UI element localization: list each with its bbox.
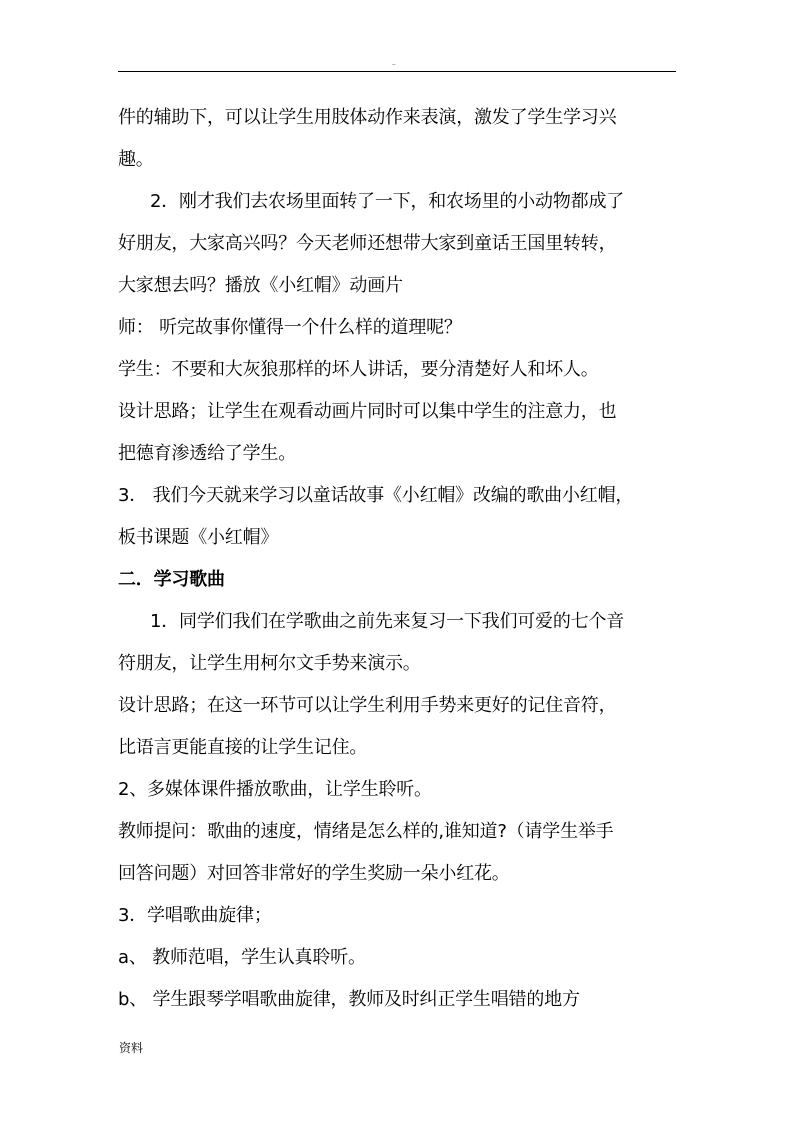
paragraph-line: 3．学唱歌曲旋律； bbox=[118, 905, 272, 926]
document-body bbox=[118, 97, 688, 1021]
paragraph-line: 设计思路；在这一环节可以让学生利用手势来更好的记住音符， bbox=[118, 695, 617, 716]
paragraph-line: 大家想去吗？播放《小红帽》动画片 bbox=[118, 275, 403, 296]
paragraph-line: 件的辅助下，可以让学生用肢体动作来表演，激发了学生学习兴 bbox=[118, 107, 617, 128]
paragraph-line: 把德育渗透给了学生。 bbox=[118, 443, 296, 464]
paragraph-line: b、 学生跟琴学唱歌曲旋律，教师及时纠正学生唱错的地方 bbox=[118, 989, 580, 1010]
paragraph-line: 2、多媒体课件播放歌曲，让学生聆听。 bbox=[118, 779, 432, 800]
paragraph-line: 符朋友，让学生用柯尔文手势来演示。 bbox=[118, 653, 421, 674]
paragraph-line: 教师提问：歌曲的速度，情绪是怎么样的,谁知道?（请学生举手 bbox=[118, 821, 614, 842]
paragraph-line: 趣。 bbox=[118, 149, 154, 170]
footer-mark: 资料 bbox=[119, 1041, 144, 1055]
paragraph-line: 好朋友，大家高兴吗？今天老师还想带大家到童话王国里转转， bbox=[118, 233, 617, 254]
paragraph-line: 设计思路；让学生在观看动画片同时可以集中学生的注意力，也 bbox=[118, 401, 617, 422]
paragraph-line: 师： 听完故事你懂得一个什么样的道理呢？ bbox=[118, 317, 462, 338]
paragraph-line: a、 教师范唱，学生认真聆听。 bbox=[118, 947, 366, 968]
paragraph-line: 板书课题《小红帽》 bbox=[118, 527, 279, 548]
paragraph-line: 学生：不要和大灰狼那样的坏人讲话，要分清楚好人和坏人。 bbox=[118, 359, 599, 380]
header-mark: .. bbox=[392, 60, 396, 67]
paragraph-line: 2．刚才我们去农场里面转了一下，和农场里的小动物都成了 bbox=[150, 191, 625, 212]
paragraph-line: 1．同学们我们在学歌曲之前先来复习一下我们可爱的七个音 bbox=[150, 611, 625, 632]
paragraph-line: 回答问题）对回答非常好的学生奖励一朵小红花。 bbox=[118, 863, 510, 884]
section-heading: 二．学习歌曲 bbox=[118, 569, 225, 590]
paragraph-line: 3． 我们今天就来学习以童话故事《小红帽》改编的歌曲小红帽， bbox=[118, 485, 634, 506]
header-rule bbox=[118, 71, 676, 72]
paragraph-line: 比语言更能直接的让学生记住。 bbox=[118, 737, 368, 758]
